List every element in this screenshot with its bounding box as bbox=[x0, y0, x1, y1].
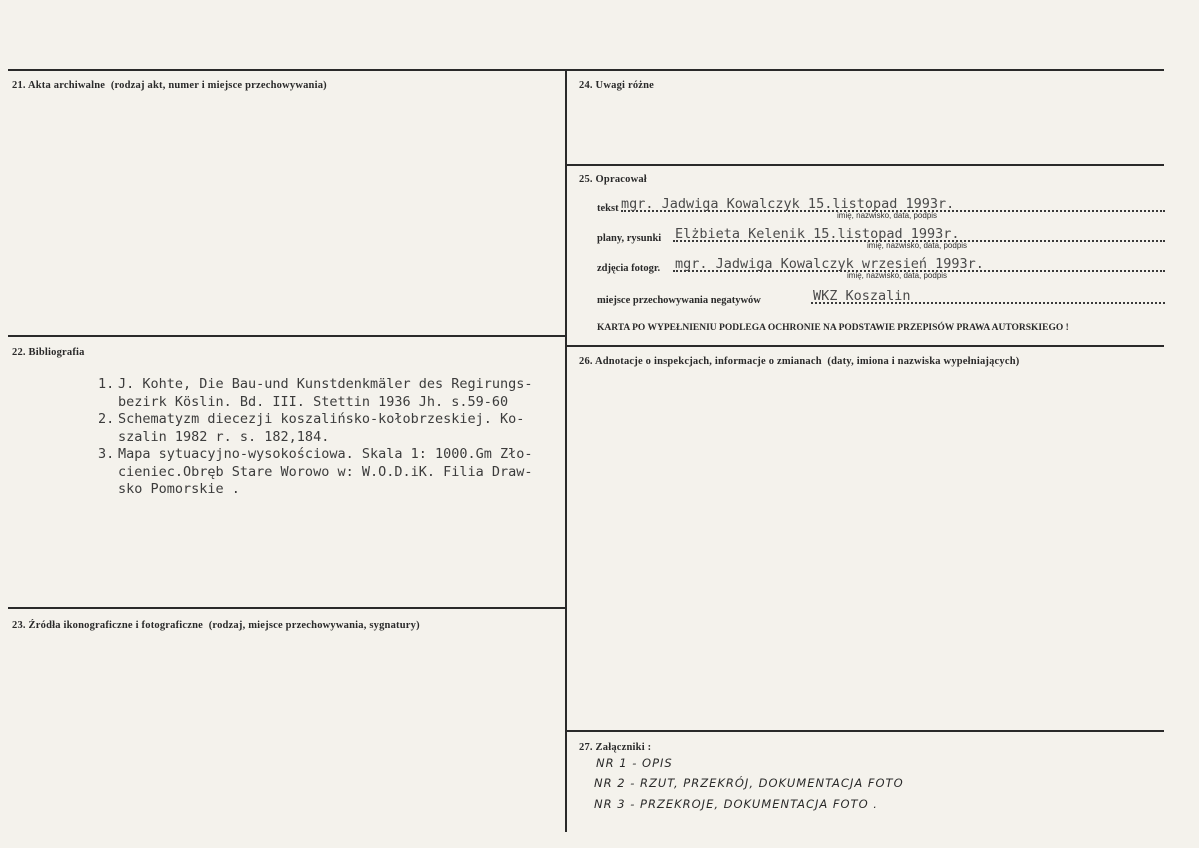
top-border bbox=[8, 69, 1164, 71]
bibliography-line: cieniec.Obręb Stare Worowo w: W.O.D.iK. Filia Draw- bbox=[118, 463, 533, 480]
bibliography-item bbox=[98, 376, 568, 411]
author-row-negatives bbox=[597, 286, 1165, 306]
copyright-warning: KARTA PO WYPEŁNIENIU PODLEGA OCHRONIE NA PODSTAWIE PRZEPISÓW PRAWA AUTORSKIEGO ! bbox=[597, 323, 1069, 333]
divider-25-26 bbox=[566, 345, 1164, 347]
author-row-value: Elżbieta Kelenik 15.listopad 1993r. bbox=[675, 226, 960, 242]
bibliography-line: sko Pomorskie . bbox=[118, 481, 240, 497]
bibliography-line: Schematyzm diecezji koszalińsko-kołobrzeskiej. Ko- bbox=[118, 411, 525, 427]
bibliography-item-number: 2. bbox=[98, 411, 115, 427]
bibliography-line: J. Kohte, Die Bau-und Kunstdenkmäler des Regirungs- bbox=[118, 376, 533, 392]
author-row-label: tekst bbox=[597, 203, 619, 214]
section-23-note: (rodzaj, miejsce przechowywania, sygnatury) bbox=[208, 620, 420, 631]
section-21-title: 21. Akta archiwalne bbox=[12, 80, 106, 91]
section-23-label bbox=[12, 620, 420, 631]
attachment-entry: NR 3 - PRZEKROJE, DOKUMENTACJA FOTO . bbox=[594, 797, 878, 811]
section-26-title: 26. Adnotacje o inspekcjach, informacje o zmianach bbox=[579, 356, 822, 367]
author-row-drawings bbox=[597, 224, 1165, 250]
section-22-label: 22. Bibliografia bbox=[12, 347, 85, 358]
author-row-hint: imię, nazwisko, data, podpis bbox=[837, 211, 938, 220]
section-23-title: 23. Źródła ikonograficzne i fotograficzne bbox=[12, 620, 204, 631]
author-row-label: miejsce przechowywania negatywów bbox=[597, 295, 761, 306]
author-row-hint: imię, nazwisko, data, podpis bbox=[847, 271, 948, 280]
bibliography-line: bezirk Köslin. Bd. III. Stettin 1936 Jh. s.59-60 bbox=[118, 393, 509, 410]
section-26-label bbox=[579, 356, 1019, 367]
bibliography-item bbox=[98, 446, 568, 499]
author-row-photos bbox=[597, 254, 1165, 280]
divider-21-22 bbox=[8, 335, 566, 337]
bibliography-list bbox=[98, 376, 568, 499]
section-25-label: 25. Opracował bbox=[579, 174, 647, 185]
section-21-label bbox=[12, 80, 327, 91]
author-row-value: WKZ Koszalin bbox=[813, 288, 911, 304]
author-row-label: plany, rysunki bbox=[597, 233, 662, 244]
bibliography-line: Mapa sytuacyjno-wysokościowa. Skala 1: 1000.Gm Zło- bbox=[118, 446, 533, 462]
bibliography-line: szalin 1982 r. s. 182,184. bbox=[118, 428, 330, 445]
section-26-note: (daty, imiona i nazwiska wypełniających) bbox=[827, 356, 1020, 367]
divider-22-23 bbox=[8, 607, 566, 609]
author-row-value: mgr. Jadwiga Kowalczyk wrzesień 1993r. bbox=[675, 256, 984, 272]
attachment-entry: NR 1 - OPIS bbox=[596, 756, 673, 770]
bibliography-item-number: 1. bbox=[98, 376, 115, 392]
divider-26-27 bbox=[566, 730, 1164, 732]
section-24-label: 24. Uwagi różne bbox=[579, 80, 655, 91]
author-row-label: zdjęcia fotogr. bbox=[597, 263, 661, 274]
section-21-note: (rodzaj akt, numer i miejsce przechowywania) bbox=[110, 80, 327, 91]
bibliography-item bbox=[98, 411, 568, 446]
attachment-entry: NR 2 - RZUT, PRZEKRÓJ, DOKUMENTACJA FOTO bbox=[594, 776, 904, 790]
author-row-value: mgr. Jadwiga Kowalczyk 15.listopad 1993r. bbox=[621, 196, 955, 212]
bibliography-item-number: 3. bbox=[98, 446, 115, 462]
author-row-text bbox=[597, 194, 1165, 220]
author-row-hint: imię, nazwisko, data, podpis bbox=[867, 241, 968, 250]
divider-24-25 bbox=[566, 164, 1164, 166]
section-27-label: 27. Załączniki : bbox=[579, 742, 652, 753]
